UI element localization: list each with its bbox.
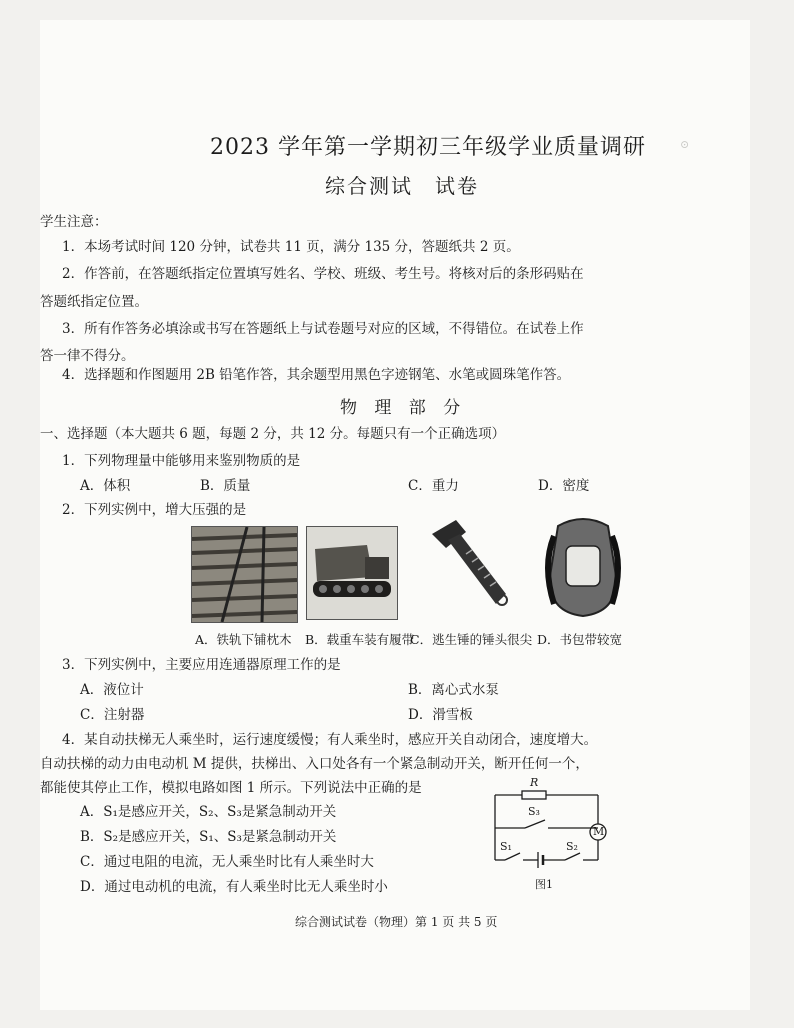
railway-sleepers-photo	[191, 526, 298, 623]
notice-item-1: 1．本场考试时间 120 分钟，试卷共 11 页，满分 135 分，答题纸共 2 页。	[62, 239, 520, 255]
section-title: 物 理 部 分	[340, 398, 467, 418]
motor-label: M	[593, 825, 605, 838]
notice-item-2-cont: 答题纸指定位置。	[40, 294, 148, 310]
backpack-illustration	[540, 516, 626, 620]
notice-item-2: 2．作答前，在答题纸指定位置填写姓名、学校、班级、考生号。将核对后的条形码贴在	[62, 266, 584, 282]
tracked-truck-photo	[306, 526, 398, 620]
q4-stem-line-1: 4．某自动扶梯无人乘坐时，运行速度缓慢；有人乘坐时，感应开关自动闭合，速度增大。	[62, 732, 598, 748]
q3-option-d: D．滑雪板	[408, 707, 473, 723]
exam-page	[40, 20, 750, 1010]
q1-stem: 1．下列物理量中能够用来鉴别物质的是	[62, 453, 301, 469]
q1-option-a: A．体积	[80, 478, 131, 494]
q4-option-b: B．S₂是感应开关，S₁、S₃是紧急制动开关	[80, 829, 337, 845]
q4-option-d: D．通过电动机的电流，有人乘坐时比无人乘坐时小	[80, 879, 388, 895]
circuit-diagram	[480, 776, 620, 895]
q2-stem: 2．下列实例中，增大压强的是	[62, 502, 247, 518]
switch-s1-label: S₁	[500, 840, 512, 853]
notice-item-3: 3．所有作答务必填涂或书写在答题纸上与试卷题号对应的区域，不得错位。在试卷上作	[62, 321, 584, 337]
exam-title: 2023 学年第一学期初三年级学业质量调研	[210, 135, 646, 160]
figure-caption: 图1	[535, 878, 553, 891]
q4-stem-line-3: 都能使其停止工作，模拟电路如图 1 所示。下列说法中正确的是	[40, 780, 422, 796]
q2-option-a: A．铁轨下铺枕木	[195, 632, 292, 647]
q4-stem-line-2: 自动扶梯的动力由电动机 M 提供，扶梯出、入口处各有一个紧急制动开关，断开任何一个，	[40, 756, 589, 772]
q1-option-d: D．密度	[538, 478, 590, 494]
notice-item-3-cont: 答一律不得分。	[40, 348, 135, 364]
q2-option-b: B．载重车装有履带	[305, 632, 415, 647]
bleed-through-mark: ⊙	[680, 138, 690, 151]
q4-option-a: A．S₁是感应开关，S₂、S₃是紧急制动开关	[80, 804, 337, 820]
part1-heading: 一、选择题（本大题共 6 题，每题 2 分，共 12 分。每题只有一个正确选项）	[40, 426, 506, 442]
q2-option-c: C．逃生锤的锤头很尖	[410, 632, 533, 647]
switch-s2-label: S₂	[566, 840, 578, 853]
resistor-label: R	[530, 776, 539, 789]
page-footer: 综合测试试卷（物理）第 1 页 共 5 页	[295, 915, 498, 929]
notice-item-4: 4．选择题和作图题用 2B 铅笔作答，其余题型用黑色字迹钢笔、水笔或圆珠笔作答。	[62, 367, 571, 383]
q3-option-c: C．注射器	[80, 707, 145, 723]
q3-option-b: B．离心式水泵	[408, 682, 499, 698]
q4-option-c: C．通过电阻的电流，无人乘坐时比有人乘坐时大	[80, 854, 374, 870]
q3-stem: 3．下列实例中，主要应用连通器原理工作的是	[62, 657, 341, 673]
q1-option-b: B．质量	[200, 478, 251, 494]
q1-option-c: C．重力	[408, 478, 459, 494]
q2-option-d: D．书包带较宽	[537, 632, 623, 647]
exam-subtitle: 综合测试 试卷	[325, 174, 479, 198]
escape-hammer-illustration	[422, 514, 522, 619]
notice-heading: 学生注意：	[40, 214, 108, 230]
switch-s3-label: S₃	[528, 805, 540, 818]
q3-option-a: A．液位计	[80, 682, 144, 698]
